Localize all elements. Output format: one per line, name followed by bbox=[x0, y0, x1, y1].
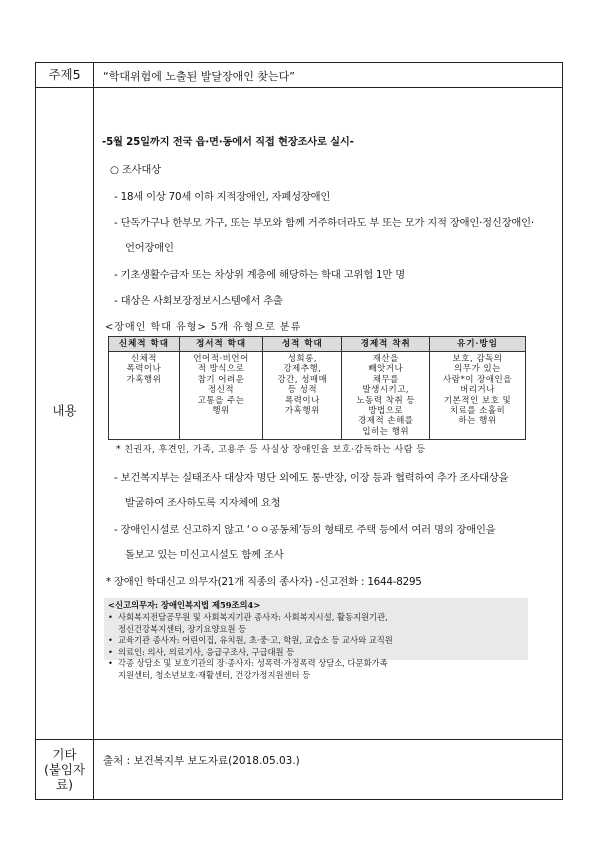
target-item-3: - 기초생활수급자 또는 차상위 계층에 해당하는 학대 고위험 1만 명 bbox=[114, 269, 405, 281]
topic-title: “학대위험에 노출된 발달장애인 찾는다” bbox=[103, 70, 295, 83]
type-header: 정서적 학대 bbox=[179, 337, 262, 352]
abuse-types-title: <장애인 학대 유형> 5개 유형으로 분류 bbox=[105, 322, 302, 333]
law-list-item: • 사회복지전담공무원 및 사회복지기관 종사자: 사회복지시설, 활동지원기관, bbox=[108, 612, 524, 624]
law-list bbox=[108, 612, 524, 681]
law-list-item: • 의료인: 의사, 의료기사, 응급구조사, 구급대원 등 bbox=[108, 647, 524, 659]
type-header: 신체적 학대 bbox=[109, 337, 180, 352]
target-item-4: - 대상은 사회보장정보시스템에서 추출 bbox=[114, 295, 283, 307]
topic-label: 주제5 bbox=[48, 67, 81, 82]
abuse-types-desc-row bbox=[109, 352, 526, 440]
type-description: 신체적 폭력이나 가혹행위 bbox=[109, 352, 180, 440]
other-label-line2: (붙임자료) bbox=[43, 762, 86, 792]
law-title: <신고의무자: 장애인복지법 제59조의4> bbox=[108, 600, 261, 610]
type-header: 경제적 착취 bbox=[342, 337, 430, 352]
abuse-footnote: * 친권자, 후견인, 가족, 고용주 등 사실상 장애인을 보호·감독하는 사람 등 bbox=[116, 445, 426, 455]
other-label-line1: 기타 bbox=[52, 747, 77, 762]
law-list-item-cont: 지원센터, 청소년보호·재활센터, 건강가정지원센터 등 bbox=[118, 669, 311, 680]
source-text: 출처 : 보건복지부 보도자료(2018.05.03.) bbox=[103, 755, 300, 767]
target-item-1: - 18세 이상 70세 이하 지적장애인, 자폐성장애인 bbox=[114, 191, 331, 203]
type-description: 재산을 빼앗거나 채무를 발생시키고, 노동력 착취 등 방법으로 경제적 손해를 입히는 행위 bbox=[342, 352, 430, 440]
law-list-item: • 각종 상담소 및 보호기관의 장·종사자: 성폭력·가정폭력 상담소, 다문화가족 bbox=[108, 658, 524, 670]
law-list-item: • 교육기관 종사자: 어린이집, 유치원, 초·중·고, 학원, 교습소 등 교사와 교직원 bbox=[108, 635, 524, 647]
target-item-2-cont: 언어장애인 bbox=[125, 242, 174, 254]
type-description: 보호, 감독의 의무가 있는 사람*이 장애인을 버리거나 기본적인 보호 및 치료를 소홀히 하는 행위 bbox=[430, 352, 526, 440]
target-item-2: - 단독가구나 한부모 가구, 또는 부모와 함께 거주하더라도 부 또는 모가 지적 장애인·정신장애인· bbox=[114, 217, 534, 229]
law-list-item-cont: 정신건강복지센터, 장기요양요원 등 bbox=[118, 623, 247, 634]
measure-item-2: - 장애인시설로 신고하지 않고 ‘ㅇㅇ공동체’등의 형태로 주택 등에서 여러 명의 장애인을 bbox=[114, 524, 496, 536]
law-box bbox=[104, 598, 528, 680]
content-label: 내용 bbox=[52, 403, 77, 418]
type-description: 언어적·비언어 적 방식으로 참기 어려운 정신적 고통을 주는 행위 bbox=[179, 352, 262, 440]
abuse-types-table bbox=[108, 336, 526, 440]
type-description: 성희롱, 강제추행, 강간, 성매매 등 성적 폭력이나 가혹행위 bbox=[263, 352, 342, 440]
report-hotline: * 장애인 학대신고 의무자(21개 직종의 종사자) -신고전화 : 1644-8295 bbox=[106, 576, 422, 588]
target-heading: ○ 조사대상 bbox=[110, 164, 161, 176]
type-header: 성적 학대 bbox=[263, 337, 342, 352]
other-label bbox=[36, 747, 93, 792]
survey-period: -5월 25일까지 전국 읍·면·동에서 직접 현장조사로 실시- bbox=[102, 136, 354, 148]
measure-item-1: - 보건복지부는 실태조사 대상자 명단 외에도 통·반장, 이장 등과 협력하여 추가 조사대상을 bbox=[114, 472, 509, 484]
measure-item-1-cont: 발굴하여 조사하도록 지자체에 요청 bbox=[125, 497, 281, 509]
type-header: 유기·방임 bbox=[430, 337, 526, 352]
measure-item-2-cont: 돌보고 있는 미신고시설도 함께 조사 bbox=[125, 549, 284, 561]
abuse-types-header-row bbox=[109, 337, 526, 352]
